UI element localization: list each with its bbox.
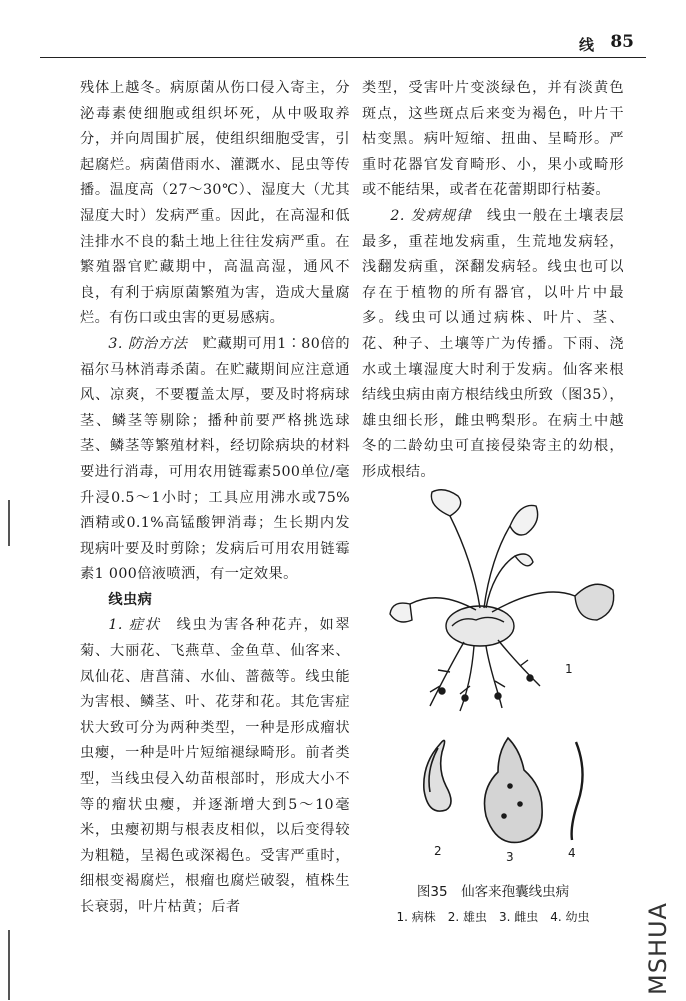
- running-title: 线: [578, 36, 594, 54]
- watermark: [640, 875, 680, 995]
- diseased-plant-drawing: [390, 490, 614, 711]
- figure-label-4: 4: [568, 846, 576, 860]
- header-rule: [40, 57, 646, 58]
- margin-mark: [8, 930, 10, 1000]
- section-label: 2. 发病规律: [390, 207, 472, 224]
- watermark-text: MSHUA: [644, 902, 672, 995]
- male-nematode-drawing: [424, 740, 451, 811]
- female-nematode-drawing: [485, 738, 543, 842]
- page-header: [40, 32, 646, 58]
- section-label: 1. 症状: [108, 617, 161, 634]
- paragraph: 类型，受害叶片变淡绿色，并有淡黄色斑点，这些斑点后来变为褐色，叶片干枯变黑。病叶短缩、扭曲、呈畸形。严重时花器官发育畸形、小，果小或畸形或不能结果，或者在花蕾期即行枯萎。: [362, 80, 624, 199]
- left-column: [80, 76, 350, 921]
- paragraph-text: 贮藏期可用1∶80倍的福尔马林消毒杀菌。在贮藏期间应注意通风、凉爽，不要覆盖太厚，要及时将病球茎、鳞茎等剔除；播种前要严格挑选球茎、鳞茎等繁殖材料，经切除病块的材料要进行消毒，可用农用链霉素500单位/毫升浸0.5～1小时；工具应用沸水或75%酒精或0.1%高锰酸钾消毒；生长期内发现病叶要及时剪除；发病后可用农用链霉素1 000倍液喷洒，有一定效果。: [80, 335, 351, 583]
- right-column: [362, 76, 624, 486]
- paragraph: 残体上越冬。病原菌从伤口侵入寄主，分泌毒素使细胞或组织坏死，从中吸取养分，并向周围扩展，使组织细胞受害，引起腐烂。病菌借雨水、灌溉水、昆虫等传播。温度高（27～30℃）、湿度大（尤其湿度大时）发病严重。因此，在高湿和低洼排水不良的黏土地上往往发病严重。在繁殖器官贮藏期中，高温高湿，通风不良，有利于病原菌繁殖为害，造成大量腐烂。有伤口或虫害的更易感病。: [80, 80, 350, 327]
- figure-label-3: 3: [506, 850, 514, 864]
- paragraph: [362, 204, 624, 486]
- caption-legend: 1. 病株 2. 雄虫 3. 雌虫 4. 幼虫: [396, 910, 590, 924]
- paragraph: [80, 332, 350, 588]
- caption-title: 图35 仙客来孢囊线虫病: [416, 884, 570, 900]
- figure-illustration: [380, 486, 630, 882]
- figure-label-2: 2: [434, 844, 442, 858]
- margin-mark: [8, 500, 10, 546]
- paragraph: [80, 613, 350, 920]
- paragraph-text: 线虫为害各种花卉，如翠菊、大丽花、飞燕草、金鱼草、仙客来、凤仙花、唐菖蒲、水仙、蔷薇等。线虫能为害根、鳞茎、叶、花芽和花。其危害症状大致可分为两种类型，一种是形成瘤状虫瘿，一种是叶片短缩褪绿畸形。前者类型，当线虫侵入幼苗根部时，形成大小不等的瘤状虫瘿，并逐渐增大到5～10毫米，虫瘿初期与根表皮相似，以后变得较为粗糙，呈褐色或深褐色。受害严重时，细根变褐腐烂，根瘤也腐烂破裂，植株生长衰弱，叶片枯黄；后者: [80, 617, 351, 915]
- larva-drawing: [572, 742, 583, 840]
- figure-label-1: 1: [565, 662, 573, 676]
- section-label: 3. 防治方法: [108, 335, 188, 352]
- section-heading: 线虫病: [108, 591, 153, 608]
- figure-35: [380, 486, 630, 882]
- figure-caption: [362, 880, 624, 925]
- page-number: 85: [610, 32, 634, 52]
- paragraph-text: 线虫一般在土壤表层最多，重茬地发病重，生荒地发病轻，浅翻发病重，深翻发病轻。线虫也可以存在于植物的所有器官，以叶片中最多。线虫可以通过病株、叶片、茎、花、种子、土壤等广为传播。下雨、浇水或土壤湿度大时利于发病。仙客来根结线虫病由南方根结线虫所致（图35），雄虫细长形，雌虫鸭梨形。在病土中越冬的二龄幼虫可直接侵染寄主的幼根，形成根结。: [362, 207, 624, 480]
